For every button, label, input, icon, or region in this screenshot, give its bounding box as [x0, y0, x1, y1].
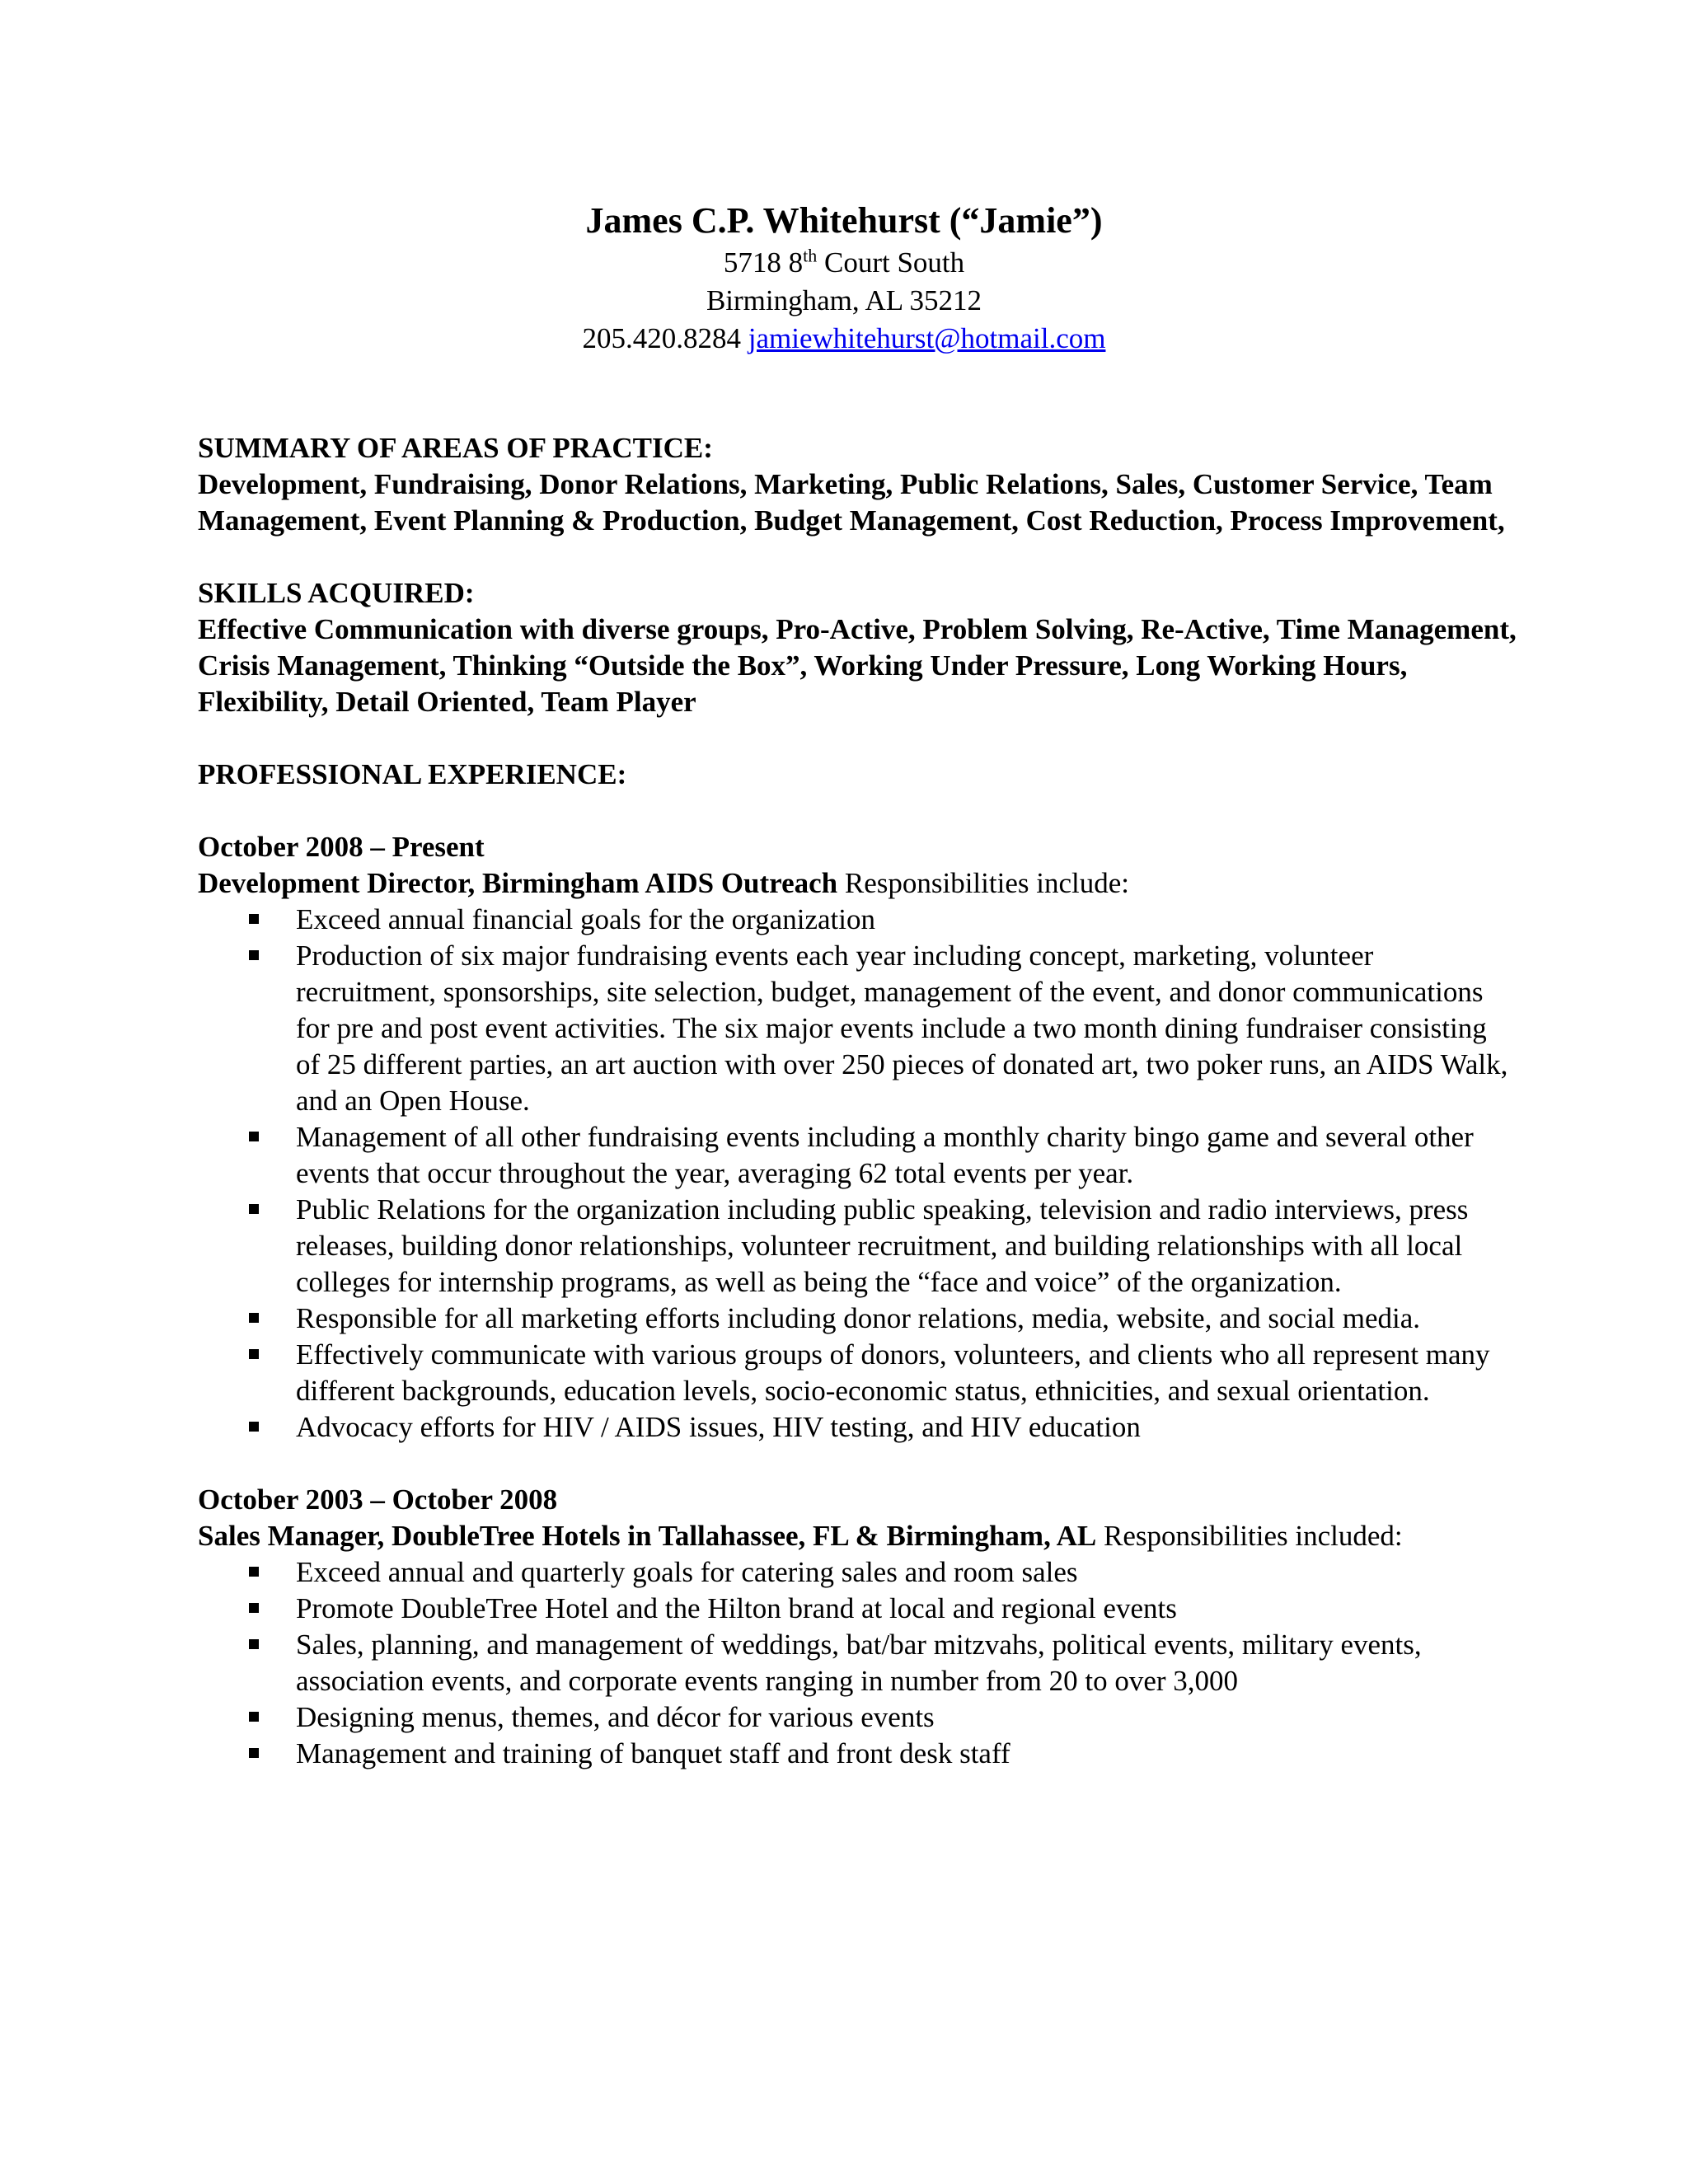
square-bullet-icon [249, 1313, 259, 1323]
skills-heading: SKILLS ACQUIRED: [198, 577, 475, 609]
square-bullet-icon [249, 1712, 259, 1722]
square-bullet-icon [249, 1422, 259, 1432]
square-bullet-icon [249, 1639, 259, 1649]
list-item [198, 1736, 1517, 1772]
list-item-text: Public Relations for the organization including public speaking, television and radio interviews, press releases, building donor relationships, volunteer recruitment, and building relationships with all local colleges for internship programs, as well as being the “face and voice” of the organization. [296, 1193, 1469, 1298]
list-item-text: Advocacy efforts for HIV / AIDS issues, HIV testing, and HIV education [296, 1411, 1141, 1443]
square-bullet-icon [249, 950, 259, 960]
list-item [198, 1554, 1517, 1591]
resume-header [0, 198, 1688, 358]
summary-text: Development, Fundraising, Donor Relations, Marketing, Public Relations, Sales, Customer Service, Team Management, Event Planning & Production, Budget Management, Cost Reduction, Process Improvement, [198, 468, 1505, 537]
job-responsibilities-intro: Responsibilities included: [1096, 1520, 1403, 1552]
summary-heading: SUMMARY OF AREAS OF PRACTICE: [198, 432, 713, 464]
job-heading [198, 865, 1517, 902]
list-item-text: Effectively communicate with various groups of donors, volunteers, and clients who all represent many different backgrounds, education levels, socio-economic status, ethnicities, and sexual orientation. [296, 1338, 1490, 1407]
job-dates: October 2008 – Present [198, 831, 485, 863]
list-item [198, 1627, 1517, 1699]
list-item [198, 1409, 1517, 1446]
square-bullet-icon [249, 1748, 259, 1758]
street-address [0, 244, 1688, 282]
resume-body [198, 430, 1517, 1772]
list-item [198, 1301, 1517, 1337]
list-item [198, 938, 1517, 1119]
list-item [198, 1591, 1517, 1627]
list-item-text: Promote DoubleTree Hotel and the Hilton brand at local and regional events [296, 1592, 1177, 1624]
list-item-text: Exceed annual and quarterly goals for catering sales and room sales [296, 1556, 1078, 1588]
list-item-text: Production of six major fundraising events each year including concept, marketing, volunteer recruitment, sponsorships, site selection, budget, management of the event, and donor communications for pre and post event activities. The six major events include a two month dining fundraiser consisting of 25 different parties, an art auction with over 250 pieces of donated art, two poker runs, an AIDS Walk, and an Open House. [296, 940, 1508, 1117]
square-bullet-icon [249, 1204, 259, 1214]
phone-number: 205.420.8284 [582, 322, 742, 354]
responsibility-list [198, 1554, 1517, 1772]
list-item-text: Management and training of banquet staff and front desk staff [296, 1737, 1010, 1769]
list-item [198, 1119, 1517, 1192]
job-entry [198, 829, 1517, 1446]
list-item-text: Management of all other fundraising events including a monthly charity bingo game and several other events that occur throughout the year, averaging 62 total events per year. [296, 1121, 1474, 1189]
square-bullet-icon [249, 1567, 259, 1577]
responsibility-list [198, 902, 1517, 1446]
job-dates: October 2003 – October 2008 [198, 1483, 558, 1516]
square-bullet-icon [249, 1132, 259, 1141]
square-bullet-icon [249, 1349, 259, 1359]
list-item [198, 1337, 1517, 1409]
city-state-zip: Birmingham, AL 35212 [706, 284, 982, 316]
skills-text: Effective Communication with diverse groups, Pro-Active, Problem Solving, Re-Active, Time Management, Crisis Management, Thinking “Outside the Box”, Working Under Pressure, Long Working Hours, Flexibility, Detail Oriented, Team Player [198, 613, 1517, 718]
list-item [198, 902, 1517, 938]
contact-line [0, 320, 1688, 358]
list-item-text: Designing menus, themes, and décor for various events [296, 1701, 935, 1733]
square-bullet-icon [249, 1603, 259, 1613]
ordinal-suffix: th [803, 245, 818, 266]
street-number: 5718 8 [723, 246, 804, 279]
street-name: Court South [817, 246, 965, 279]
list-item-text: Responsible for all marketing efforts including donor relations, media, website, and social media. [296, 1302, 1421, 1334]
email-link[interactable]: jamiewhitehurst@hotmail.com [748, 322, 1106, 354]
job-entry [198, 1482, 1517, 1772]
square-bullet-icon [249, 914, 259, 924]
job-responsibilities-intro: Responsibilities include: [837, 867, 1129, 899]
list-item-text: Sales, planning, and management of weddings, bat/bar mitzvahs, political events, military events, association events, and corporate events ranging in number from 20 to over 3,000 [296, 1629, 1422, 1697]
experience-heading: PROFESSIONAL EXPERIENCE: [198, 758, 627, 790]
job-title: Sales Manager, DoubleTree Hotels in Tallahassee, FL & Birmingham, AL [198, 1520, 1097, 1552]
list-item [198, 1192, 1517, 1301]
list-item [198, 1699, 1517, 1736]
job-heading [198, 1518, 1517, 1554]
list-item-text: Exceed annual financial goals for the organization [296, 903, 875, 935]
candidate-name: James C.P. Whitehurst (“Jamie”) [585, 200, 1103, 241]
job-title: Development Director, Birmingham AIDS Outreach [198, 867, 838, 899]
